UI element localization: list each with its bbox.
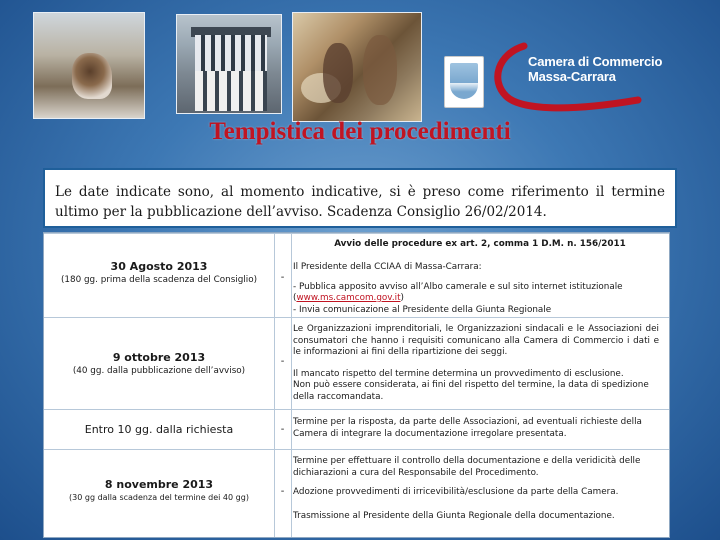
row-text: Le Organizzazioni imprenditoriali, le Organizzazioni sindacali e le Associazioni dei consumatori che hanno i requisiti comunicano alla Camera di Commercio i dati e le informazioni ai fini della ripartizione dei seggi. (293, 324, 659, 357)
row-date-note: (30 gg dalla scadenza del termine dei 40 gg) (69, 493, 249, 502)
building-photo (176, 14, 282, 114)
row-dash: - (280, 424, 285, 435)
row-text: Termine per effettuare il controllo della documentazione e della veridicità delle dichiarazioni a cura del Responsabile del Procedimento. (293, 456, 641, 478)
page-title: Tempistica dei procedimenti (209, 118, 511, 145)
chamber-logo-text (528, 54, 662, 84)
table-header: Avvio delle procedure ex art. 2, comma 1 D.M. n. 156/2011 (334, 239, 626, 249)
timeline-table (43, 232, 670, 538)
painting-photo (292, 12, 422, 122)
row-date: 9 ottobre 2013 (112, 351, 206, 364)
logo-line-2: Massa-Carrara (528, 69, 616, 84)
row-date: 8 novembre 2013 (104, 478, 214, 491)
table-row: Avvio delle procedure ex art. 2, comma 1 D.M. n. 156/2011 30 Agosto 2013 (180 gg. prima della scadenza del Consiglio) - Il Presidente della CCIAA di Massa-Carrara: - Pubblica apposito avviso all’Albo camerale e sul sito internet istituzionale (www.ms.camcom.gov.it) - Invia comunicazione al Presidente della Giunta Regionale (44, 233, 669, 318)
row-dash: - (280, 486, 285, 497)
row-text: - Invia comunicazione al Presidente della Giunta Regionale (293, 304, 552, 315)
row-date-note: (180 gg. prima della scadenza del Consiglio) (60, 275, 258, 285)
table-row (44, 449, 669, 538)
row-date: 30 Agosto 2013 (110, 260, 208, 273)
row-text: Non può essere considerata, ai fini del rispetto del termine, la data di spedizione della raccomandata. (293, 380, 649, 402)
row-text: Il mancato rispetto del termine determina un provvedimento di esclusione. (293, 368, 624, 379)
logo-line-1: Camera di Commercio (528, 54, 663, 69)
table-row (44, 409, 669, 450)
row-text: Il Presidente della CCIAA di Massa-Carrara: (293, 262, 482, 272)
row-date-note: (40 gg. dalla pubblicazione dell’avviso) (72, 366, 246, 376)
row-text: Adozione provvedimenti di irricevibilità/esclusione da parte della Camera. (293, 487, 619, 497)
row-dash: - (280, 272, 285, 283)
row-text: Termine per la risposta, da parte delle Associazioni, ad eventuali richieste della Camera di integrare la documentazione irregolare presentata. (293, 417, 642, 439)
row-date: Entro 10 gg. dalla richiesta (84, 423, 234, 436)
website-link[interactable]: www.ms.camcom.gov.it (296, 293, 401, 303)
row-dash: - (280, 356, 285, 367)
sculpture-photo (33, 12, 145, 119)
row-text: - Pubblica apposito avviso all’Albo camerale e sul sito internet istituzionale (293, 281, 623, 292)
row-text: Trasmissione al Presidente della Giunta Regionale della documentazione. (293, 510, 615, 521)
table-row (44, 317, 669, 410)
intro-box: Le date indicate sono, al momento indicative, si è preso come riferimento il termine ultimo per la pubblicazione dell’avviso. Scadenza Consiglio 26/02/2014. (43, 168, 677, 228)
crest-logo (444, 56, 484, 108)
